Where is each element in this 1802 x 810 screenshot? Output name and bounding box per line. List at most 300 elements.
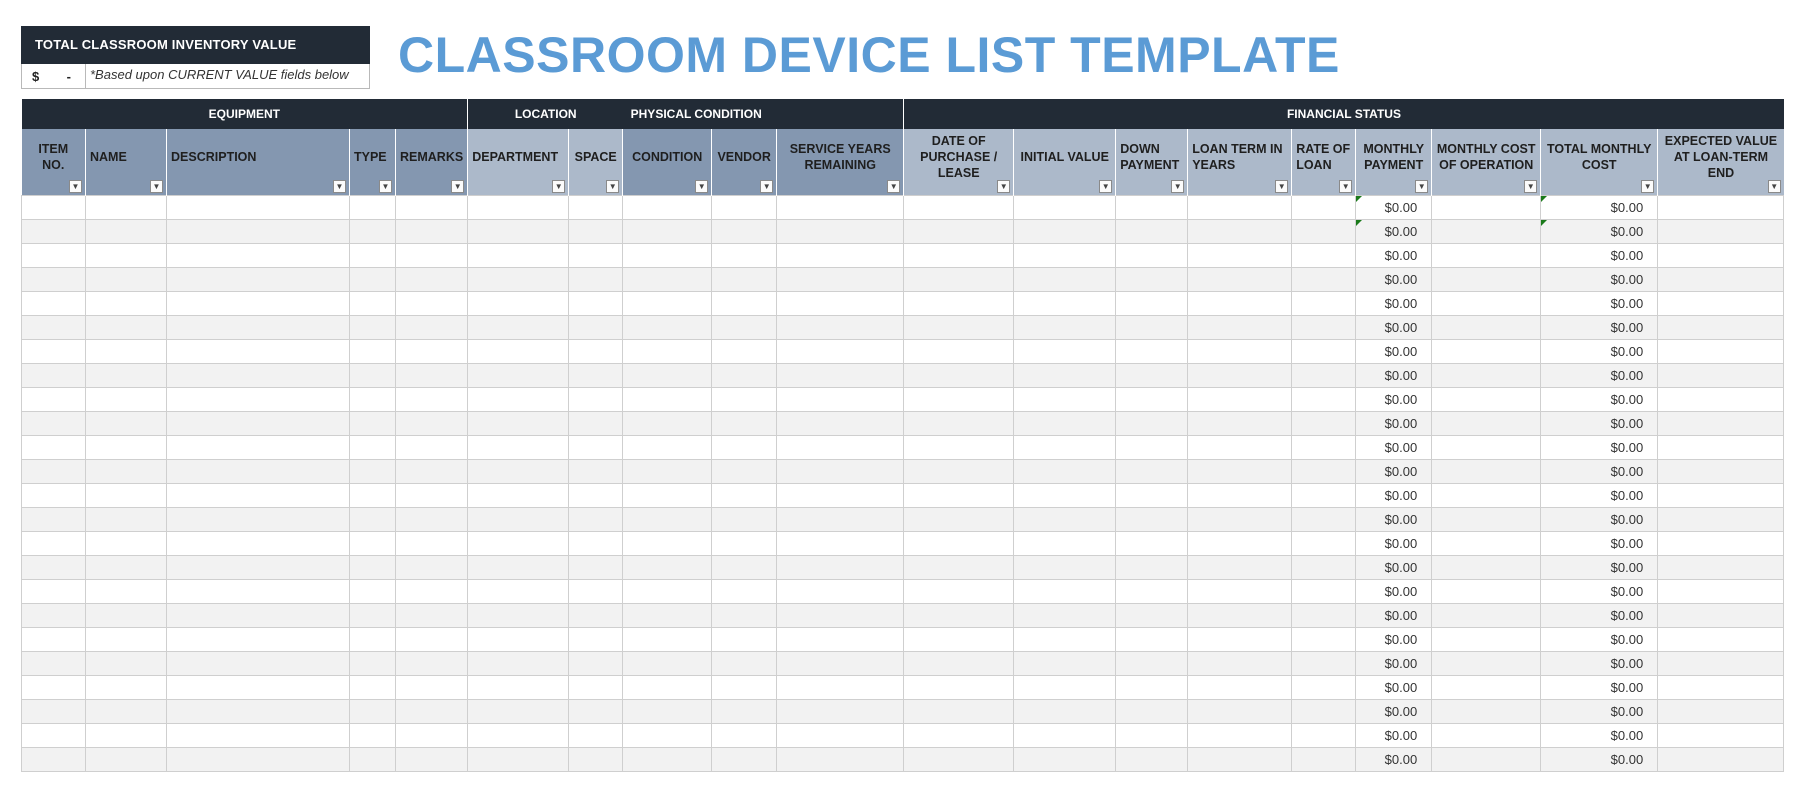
cell-service-years-remaining[interactable] <box>777 651 904 675</box>
cell-space[interactable] <box>569 507 623 531</box>
cell-total-monthly-cost[interactable] <box>1541 603 1658 627</box>
cell-initial-value[interactable] <box>1014 243 1116 267</box>
filter-dropdown-icon[interactable]: ▼ <box>451 180 464 193</box>
cell-vendor[interactable] <box>712 627 777 651</box>
cell-monthly-payment[interactable] <box>1356 531 1432 555</box>
cell-space[interactable] <box>569 675 623 699</box>
cell-description[interactable] <box>167 339 350 363</box>
cell-rate-of-loan[interactable] <box>1292 195 1356 219</box>
cell-loan-term-years[interactable] <box>1188 339 1292 363</box>
cell-monthly-payment[interactable] <box>1356 579 1432 603</box>
cell-rate-of-loan[interactable] <box>1292 531 1356 555</box>
cell-condition[interactable] <box>623 483 712 507</box>
cell-total-monthly-cost[interactable] <box>1541 555 1658 579</box>
cell-service-years-remaining[interactable] <box>777 291 904 315</box>
cell-initial-value[interactable] <box>1014 651 1116 675</box>
cell-space[interactable] <box>569 459 623 483</box>
cell-service-years-remaining[interactable] <box>777 243 904 267</box>
cell-expected-value-loan-term-end[interactable] <box>1658 723 1784 747</box>
cell-loan-term-years[interactable] <box>1188 579 1292 603</box>
cell-initial-value[interactable] <box>1014 627 1116 651</box>
cell-loan-term-years[interactable] <box>1188 291 1292 315</box>
cell-total-monthly-cost[interactable] <box>1541 747 1658 771</box>
cell-condition[interactable] <box>623 291 712 315</box>
cell-loan-term-years[interactable] <box>1188 243 1292 267</box>
cell-date-of-purchase[interactable] <box>904 459 1014 483</box>
cell-monthly-cost-of-operation[interactable] <box>1432 291 1541 315</box>
cell-date-of-purchase[interactable] <box>904 723 1014 747</box>
cell-description[interactable] <box>167 243 350 267</box>
cell-type[interactable] <box>350 219 396 243</box>
cell-monthly-payment[interactable] <box>1356 435 1432 459</box>
cell-down-payment[interactable] <box>1116 723 1188 747</box>
cell-expected-value-loan-term-end[interactable] <box>1658 459 1784 483</box>
cell-loan-term-years[interactable] <box>1188 483 1292 507</box>
cell-total-monthly-cost[interactable] <box>1541 507 1658 531</box>
cell-date-of-purchase[interactable] <box>904 435 1014 459</box>
filter-dropdown-icon[interactable]: ▼ <box>1171 180 1184 193</box>
cell-item-no[interactable] <box>22 267 86 291</box>
cell-type[interactable] <box>350 507 396 531</box>
cell-total-monthly-cost[interactable] <box>1541 315 1658 339</box>
cell-loan-term-years[interactable] <box>1188 435 1292 459</box>
cell-date-of-purchase[interactable] <box>904 387 1014 411</box>
filter-dropdown-icon[interactable]: ▼ <box>552 180 565 193</box>
cell-item-no[interactable] <box>22 603 86 627</box>
cell-rate-of-loan[interactable] <box>1292 291 1356 315</box>
cell-monthly-payment[interactable] <box>1356 675 1432 699</box>
cell-description[interactable] <box>167 747 350 771</box>
filter-dropdown-icon[interactable]: ▼ <box>333 180 346 193</box>
cell-vendor[interactable] <box>712 267 777 291</box>
cell-monthly-cost-of-operation[interactable] <box>1432 699 1541 723</box>
cell-condition[interactable] <box>623 627 712 651</box>
cell-vendor[interactable] <box>712 747 777 771</box>
cell-monthly-cost-of-operation[interactable] <box>1432 555 1541 579</box>
cell-type[interactable] <box>350 723 396 747</box>
cell-service-years-remaining[interactable] <box>777 699 904 723</box>
cell-vendor[interactable] <box>712 291 777 315</box>
cell-type[interactable] <box>350 627 396 651</box>
cell-service-years-remaining[interactable] <box>777 411 904 435</box>
cell-rate-of-loan[interactable] <box>1292 411 1356 435</box>
cell-department[interactable] <box>468 267 569 291</box>
cell-monthly-cost-of-operation[interactable] <box>1432 579 1541 603</box>
cell-space[interactable] <box>569 579 623 603</box>
cell-rate-of-loan[interactable] <box>1292 603 1356 627</box>
cell-down-payment[interactable] <box>1116 555 1188 579</box>
cell-name[interactable] <box>86 747 167 771</box>
cell-description[interactable] <box>167 627 350 651</box>
cell-down-payment[interactable] <box>1116 411 1188 435</box>
cell-initial-value[interactable] <box>1014 579 1116 603</box>
cell-monthly-cost-of-operation[interactable] <box>1432 627 1541 651</box>
cell-date-of-purchase[interactable] <box>904 603 1014 627</box>
cell-service-years-remaining[interactable] <box>777 483 904 507</box>
cell-monthly-payment[interactable] <box>1356 219 1432 243</box>
cell-type[interactable] <box>350 315 396 339</box>
cell-remarks[interactable] <box>396 339 468 363</box>
cell-expected-value-loan-term-end[interactable] <box>1658 531 1784 555</box>
cell-monthly-payment[interactable] <box>1356 459 1432 483</box>
cell-description[interactable] <box>167 603 350 627</box>
cell-service-years-remaining[interactable] <box>777 363 904 387</box>
cell-initial-value[interactable] <box>1014 483 1116 507</box>
cell-item-no[interactable] <box>22 363 86 387</box>
cell-item-no[interactable] <box>22 315 86 339</box>
cell-name[interactable] <box>86 363 167 387</box>
cell-description[interactable] <box>167 267 350 291</box>
cell-monthly-payment[interactable] <box>1356 411 1432 435</box>
cell-type[interactable] <box>350 387 396 411</box>
cell-down-payment[interactable] <box>1116 747 1188 771</box>
cell-space[interactable] <box>569 363 623 387</box>
cell-total-monthly-cost[interactable] <box>1541 651 1658 675</box>
cell-description[interactable] <box>167 723 350 747</box>
cell-name[interactable] <box>86 555 167 579</box>
cell-space[interactable] <box>569 219 623 243</box>
cell-loan-term-years[interactable] <box>1188 555 1292 579</box>
cell-vendor[interactable] <box>712 483 777 507</box>
cell-condition[interactable] <box>623 747 712 771</box>
cell-date-of-purchase[interactable] <box>904 627 1014 651</box>
cell-type[interactable] <box>350 555 396 579</box>
cell-down-payment[interactable] <box>1116 603 1188 627</box>
cell-service-years-remaining[interactable] <box>777 675 904 699</box>
cell-total-monthly-cost[interactable] <box>1541 411 1658 435</box>
cell-item-no[interactable] <box>22 555 86 579</box>
cell-initial-value[interactable] <box>1014 435 1116 459</box>
filter-dropdown-icon[interactable]: ▼ <box>379 180 392 193</box>
cell-remarks[interactable] <box>396 435 468 459</box>
cell-condition[interactable] <box>623 243 712 267</box>
cell-down-payment[interactable] <box>1116 363 1188 387</box>
cell-loan-term-years[interactable] <box>1188 627 1292 651</box>
cell-remarks[interactable] <box>396 363 468 387</box>
cell-description[interactable] <box>167 483 350 507</box>
cell-total-monthly-cost[interactable] <box>1541 291 1658 315</box>
cell-space[interactable] <box>569 339 623 363</box>
cell-initial-value[interactable] <box>1014 315 1116 339</box>
cell-name[interactable] <box>86 579 167 603</box>
cell-loan-term-years[interactable] <box>1188 723 1292 747</box>
cell-monthly-payment[interactable] <box>1356 651 1432 675</box>
cell-total-monthly-cost[interactable] <box>1541 627 1658 651</box>
cell-loan-term-years[interactable] <box>1188 699 1292 723</box>
cell-initial-value[interactable] <box>1014 747 1116 771</box>
cell-rate-of-loan[interactable] <box>1292 555 1356 579</box>
cell-description[interactable] <box>167 387 350 411</box>
cell-type[interactable] <box>350 459 396 483</box>
cell-date-of-purchase[interactable] <box>904 747 1014 771</box>
cell-expected-value-loan-term-end[interactable] <box>1658 339 1784 363</box>
cell-item-no[interactable] <box>22 675 86 699</box>
cell-loan-term-years[interactable] <box>1188 459 1292 483</box>
cell-loan-term-years[interactable] <box>1188 747 1292 771</box>
cell-remarks[interactable] <box>396 387 468 411</box>
cell-item-no[interactable] <box>22 507 86 531</box>
cell-total-monthly-cost[interactable] <box>1541 723 1658 747</box>
cell-monthly-payment[interactable] <box>1356 339 1432 363</box>
cell-expected-value-loan-term-end[interactable] <box>1658 411 1784 435</box>
cell-space[interactable] <box>569 243 623 267</box>
cell-remarks[interactable] <box>396 747 468 771</box>
cell-service-years-remaining[interactable] <box>777 507 904 531</box>
cell-remarks[interactable] <box>396 315 468 339</box>
cell-condition[interactable] <box>623 363 712 387</box>
cell-date-of-purchase[interactable] <box>904 363 1014 387</box>
cell-condition[interactable] <box>623 411 712 435</box>
cell-remarks[interactable] <box>396 579 468 603</box>
cell-monthly-cost-of-operation[interactable] <box>1432 315 1541 339</box>
cell-monthly-cost-of-operation[interactable] <box>1432 483 1541 507</box>
cell-monthly-payment[interactable] <box>1356 603 1432 627</box>
cell-loan-term-years[interactable] <box>1188 195 1292 219</box>
cell-rate-of-loan[interactable] <box>1292 387 1356 411</box>
cell-department[interactable] <box>468 627 569 651</box>
cell-rate-of-loan[interactable] <box>1292 723 1356 747</box>
cell-vendor[interactable] <box>712 723 777 747</box>
cell-monthly-cost-of-operation[interactable] <box>1432 531 1541 555</box>
cell-total-monthly-cost[interactable] <box>1541 219 1658 243</box>
cell-date-of-purchase[interactable] <box>904 219 1014 243</box>
cell-total-monthly-cost[interactable] <box>1541 387 1658 411</box>
cell-rate-of-loan[interactable] <box>1292 243 1356 267</box>
cell-date-of-purchase[interactable] <box>904 675 1014 699</box>
cell-item-no[interactable] <box>22 747 86 771</box>
cell-remarks[interactable] <box>396 699 468 723</box>
cell-condition[interactable] <box>623 723 712 747</box>
cell-type[interactable] <box>350 699 396 723</box>
cell-type[interactable] <box>350 483 396 507</box>
cell-department[interactable] <box>468 459 569 483</box>
cell-rate-of-loan[interactable] <box>1292 579 1356 603</box>
cell-department[interactable] <box>468 603 569 627</box>
cell-expected-value-loan-term-end[interactable] <box>1658 291 1784 315</box>
cell-name[interactable] <box>86 435 167 459</box>
cell-description[interactable] <box>167 507 350 531</box>
cell-rate-of-loan[interactable] <box>1292 675 1356 699</box>
cell-service-years-remaining[interactable] <box>777 579 904 603</box>
filter-dropdown-icon[interactable]: ▼ <box>69 180 82 193</box>
cell-monthly-payment[interactable] <box>1356 627 1432 651</box>
cell-condition[interactable] <box>623 651 712 675</box>
cell-space[interactable] <box>569 291 623 315</box>
filter-dropdown-icon[interactable]: ▼ <box>1641 180 1654 193</box>
cell-space[interactable] <box>569 195 623 219</box>
summary-value-cell[interactable] <box>22 64 86 88</box>
cell-service-years-remaining[interactable] <box>777 747 904 771</box>
cell-space[interactable] <box>569 555 623 579</box>
cell-vendor[interactable] <box>712 555 777 579</box>
cell-expected-value-loan-term-end[interactable] <box>1658 267 1784 291</box>
cell-monthly-cost-of-operation[interactable] <box>1432 219 1541 243</box>
cell-expected-value-loan-term-end[interactable] <box>1658 243 1784 267</box>
cell-item-no[interactable] <box>22 651 86 675</box>
cell-condition[interactable] <box>623 507 712 531</box>
cell-description[interactable] <box>167 555 350 579</box>
cell-name[interactable] <box>86 627 167 651</box>
cell-loan-term-years[interactable] <box>1188 507 1292 531</box>
cell-name[interactable] <box>86 267 167 291</box>
filter-dropdown-icon[interactable]: ▼ <box>1524 180 1537 193</box>
cell-monthly-payment[interactable] <box>1356 315 1432 339</box>
filter-dropdown-icon[interactable]: ▼ <box>150 180 163 193</box>
cell-service-years-remaining[interactable] <box>777 267 904 291</box>
cell-service-years-remaining[interactable] <box>777 195 904 219</box>
cell-department[interactable] <box>468 411 569 435</box>
cell-condition[interactable] <box>623 531 712 555</box>
cell-type[interactable] <box>350 411 396 435</box>
cell-date-of-purchase[interactable] <box>904 651 1014 675</box>
cell-down-payment[interactable] <box>1116 699 1188 723</box>
cell-vendor[interactable] <box>712 387 777 411</box>
cell-type[interactable] <box>350 195 396 219</box>
cell-rate-of-loan[interactable] <box>1292 627 1356 651</box>
cell-space[interactable] <box>569 699 623 723</box>
cell-vendor[interactable] <box>712 459 777 483</box>
cell-space[interactable] <box>569 435 623 459</box>
cell-department[interactable] <box>468 579 569 603</box>
cell-description[interactable] <box>167 315 350 339</box>
cell-down-payment[interactable] <box>1116 243 1188 267</box>
cell-down-payment[interactable] <box>1116 195 1188 219</box>
cell-monthly-payment[interactable] <box>1356 507 1432 531</box>
cell-monthly-cost-of-operation[interactable] <box>1432 459 1541 483</box>
cell-initial-value[interactable] <box>1014 387 1116 411</box>
cell-vendor[interactable] <box>712 195 777 219</box>
cell-total-monthly-cost[interactable] <box>1541 339 1658 363</box>
cell-item-no[interactable] <box>22 723 86 747</box>
cell-item-no[interactable] <box>22 699 86 723</box>
cell-initial-value[interactable] <box>1014 267 1116 291</box>
cell-total-monthly-cost[interactable] <box>1541 195 1658 219</box>
cell-date-of-purchase[interactable] <box>904 555 1014 579</box>
cell-down-payment[interactable] <box>1116 483 1188 507</box>
cell-space[interactable] <box>569 483 623 507</box>
cell-vendor[interactable] <box>712 651 777 675</box>
cell-remarks[interactable] <box>396 507 468 531</box>
cell-service-years-remaining[interactable] <box>777 219 904 243</box>
cell-condition[interactable] <box>623 315 712 339</box>
cell-date-of-purchase[interactable] <box>904 291 1014 315</box>
cell-initial-value[interactable] <box>1014 723 1116 747</box>
cell-rate-of-loan[interactable] <box>1292 435 1356 459</box>
cell-initial-value[interactable] <box>1014 531 1116 555</box>
cell-type[interactable] <box>350 291 396 315</box>
cell-monthly-payment[interactable] <box>1356 555 1432 579</box>
cell-down-payment[interactable] <box>1116 435 1188 459</box>
cell-down-payment[interactable] <box>1116 387 1188 411</box>
cell-description[interactable] <box>167 411 350 435</box>
filter-dropdown-icon[interactable]: ▼ <box>695 180 708 193</box>
cell-expected-value-loan-term-end[interactable] <box>1658 195 1784 219</box>
cell-date-of-purchase[interactable] <box>904 195 1014 219</box>
cell-condition[interactable] <box>623 555 712 579</box>
cell-rate-of-loan[interactable] <box>1292 267 1356 291</box>
cell-expected-value-loan-term-end[interactable] <box>1658 483 1784 507</box>
cell-item-no[interactable] <box>22 483 86 507</box>
cell-name[interactable] <box>86 291 167 315</box>
cell-department[interactable] <box>468 435 569 459</box>
cell-monthly-cost-of-operation[interactable] <box>1432 435 1541 459</box>
cell-date-of-purchase[interactable] <box>904 507 1014 531</box>
filter-dropdown-icon[interactable]: ▼ <box>606 180 619 193</box>
cell-vendor[interactable] <box>712 363 777 387</box>
cell-total-monthly-cost[interactable] <box>1541 243 1658 267</box>
cell-expected-value-loan-term-end[interactable] <box>1658 747 1784 771</box>
cell-vendor[interactable] <box>712 531 777 555</box>
cell-service-years-remaining[interactable] <box>777 531 904 555</box>
cell-service-years-remaining[interactable] <box>777 435 904 459</box>
cell-initial-value[interactable] <box>1014 507 1116 531</box>
cell-service-years-remaining[interactable] <box>777 387 904 411</box>
cell-initial-value[interactable] <box>1014 363 1116 387</box>
cell-monthly-payment[interactable] <box>1356 723 1432 747</box>
filter-dropdown-icon[interactable]: ▼ <box>760 180 773 193</box>
cell-rate-of-loan[interactable] <box>1292 651 1356 675</box>
cell-down-payment[interactable] <box>1116 267 1188 291</box>
cell-down-payment[interactable] <box>1116 579 1188 603</box>
cell-remarks[interactable] <box>396 291 468 315</box>
cell-department[interactable] <box>468 747 569 771</box>
cell-description[interactable] <box>167 291 350 315</box>
cell-rate-of-loan[interactable] <box>1292 483 1356 507</box>
filter-dropdown-icon[interactable]: ▼ <box>1415 180 1428 193</box>
cell-vendor[interactable] <box>712 411 777 435</box>
cell-down-payment[interactable] <box>1116 291 1188 315</box>
cell-initial-value[interactable] <box>1014 459 1116 483</box>
cell-remarks[interactable] <box>396 195 468 219</box>
cell-initial-value[interactable] <box>1014 699 1116 723</box>
cell-remarks[interactable] <box>396 243 468 267</box>
cell-description[interactable] <box>167 435 350 459</box>
cell-space[interactable] <box>569 603 623 627</box>
cell-condition[interactable] <box>623 603 712 627</box>
cell-name[interactable] <box>86 195 167 219</box>
cell-description[interactable] <box>167 675 350 699</box>
cell-type[interactable] <box>350 651 396 675</box>
cell-down-payment[interactable] <box>1116 219 1188 243</box>
cell-remarks[interactable] <box>396 675 468 699</box>
filter-dropdown-icon[interactable]: ▼ <box>1339 180 1352 193</box>
cell-space[interactable] <box>569 747 623 771</box>
cell-total-monthly-cost[interactable] <box>1541 579 1658 603</box>
cell-item-no[interactable] <box>22 459 86 483</box>
cell-name[interactable] <box>86 483 167 507</box>
cell-description[interactable] <box>167 651 350 675</box>
cell-initial-value[interactable] <box>1014 219 1116 243</box>
cell-name[interactable] <box>86 699 167 723</box>
cell-item-no[interactable] <box>22 219 86 243</box>
filter-dropdown-icon[interactable]: ▼ <box>887 180 900 193</box>
cell-vendor[interactable] <box>712 507 777 531</box>
cell-total-monthly-cost[interactable] <box>1541 459 1658 483</box>
cell-loan-term-years[interactable] <box>1188 411 1292 435</box>
cell-department[interactable] <box>468 363 569 387</box>
cell-date-of-purchase[interactable] <box>904 411 1014 435</box>
cell-vendor[interactable] <box>712 699 777 723</box>
cell-space[interactable] <box>569 267 623 291</box>
cell-remarks[interactable] <box>396 411 468 435</box>
cell-remarks[interactable] <box>396 723 468 747</box>
cell-department[interactable] <box>468 699 569 723</box>
cell-monthly-cost-of-operation[interactable] <box>1432 339 1541 363</box>
cell-monthly-cost-of-operation[interactable] <box>1432 243 1541 267</box>
cell-date-of-purchase[interactable] <box>904 699 1014 723</box>
cell-monthly-cost-of-operation[interactable] <box>1432 507 1541 531</box>
cell-monthly-cost-of-operation[interactable] <box>1432 723 1541 747</box>
